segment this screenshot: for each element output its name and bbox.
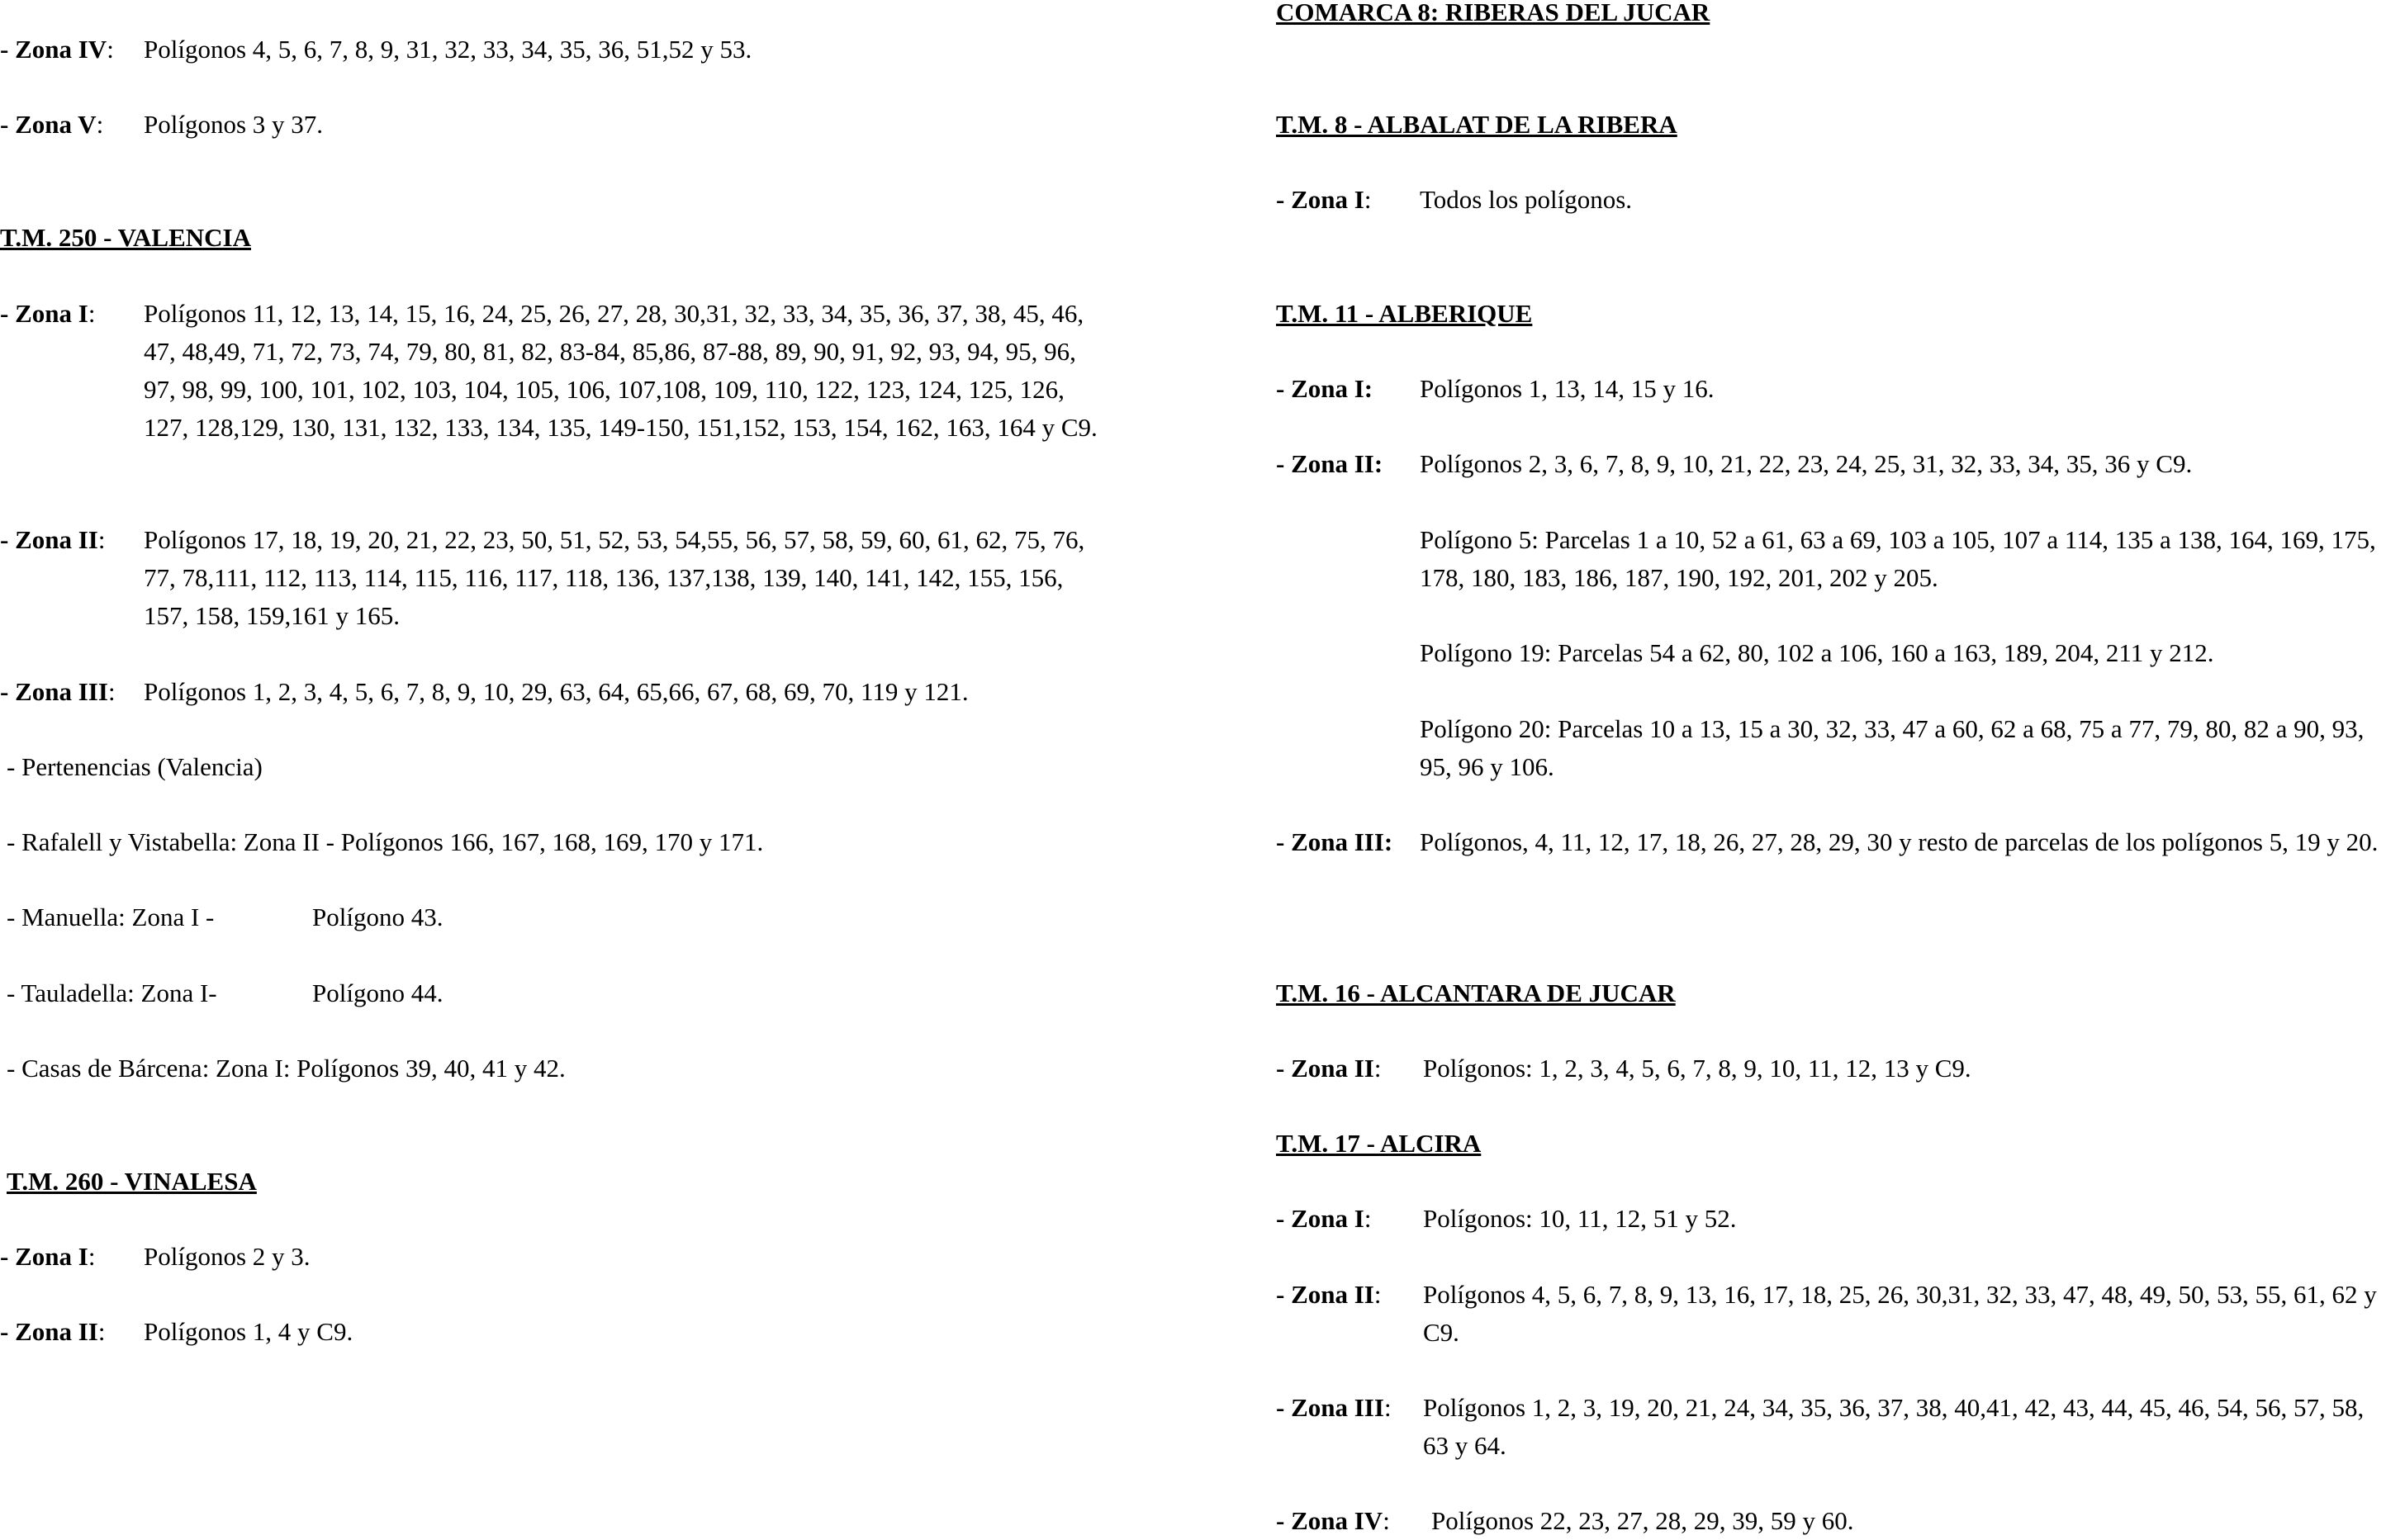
- zona-label: - Zona II:: [1276, 449, 1383, 478]
- zona-text: Polígonos 2 y 3.: [144, 1242, 311, 1271]
- rafalell-line: - Rafalell y Vistabella: Zona II - Polígonos 166, 167, 168, 169, 170 y 171.: [7, 827, 764, 856]
- alberique-zona-ii-entry: [1276, 445, 2386, 483]
- zona-label: - Zona III:: [1276, 827, 1393, 856]
- zona-label: - Zona I:: [0, 299, 96, 328]
- alcira-zona-iv-entry: [1276, 1502, 2386, 1540]
- zona-text: Polígonos 17, 18, 19, 20, 21, 22, 23, 50, 51, 52, 53, 54,55, 56, 57, 58, 59, 60, 61, 62, 75, 76, 77, 78,111, 112, 113, 114, 115, 116, 117, 118, 136, 137,138, 139, 140, 141, 142, 155, 156, 157, 158, 159,161 y 165.: [144, 525, 1085, 630]
- vinalesa-zona-ii-entry: [0, 1313, 1189, 1351]
- valencia-zona-iii-entry: [0, 673, 1189, 711]
- zona-text: Polígonos 1, 2, 3, 4, 5, 6, 7, 8, 9, 10, 29, 63, 64, 65,66, 67, 68, 69, 70, 119 y 121.: [144, 677, 969, 706]
- zona-label: - Zona IV:: [0, 35, 114, 64]
- zona-text: Polígonos: 10, 11, 12, 51 y 52.: [1423, 1204, 1737, 1233]
- pertenencias-line: - Pertenencias (Valencia): [7, 752, 263, 781]
- zona-text: Polígonos 2, 3, 6, 7, 8, 9, 10, 21, 22, 23, 24, 25, 31, 32, 33, 34, 35, 36 y C9.: [1420, 449, 2193, 478]
- zona-label: - Zona IV:: [1276, 1506, 1390, 1535]
- zona-text: Polígonos 4, 5, 6, 7, 8, 9, 31, 32, 33, 34, 35, 36, 51,52 y 53.: [144, 35, 752, 64]
- zona-text: Polígonos 1, 2, 3, 19, 20, 21, 24, 34, 35, 36, 37, 38, 40,41, 42, 43, 44, 45, 46, 54, 56, 57, 58, 63 y 64.: [1423, 1393, 2365, 1460]
- heading-alcantara: T.M. 16 - ALCANTARA DE JUCAR: [1276, 978, 1676, 1007]
- zona-iv-entry: [0, 31, 1189, 69]
- casas-line: - Casas de Bárcena: Zona I: Polígonos 39, 40, 41 y 42.: [7, 1054, 566, 1083]
- manuella-line: [7, 898, 1189, 936]
- alberique-poligono-19: Polígono 19: Parcelas 54 a 62, 80, 102 a 106, 160 a 163, 189, 204, 211 y 212.: [1420, 638, 2214, 667]
- zona-text: Polígonos 1, 13, 14, 15 y 16.: [1420, 374, 1715, 403]
- zona-v-entry: [0, 106, 1189, 144]
- manuella-label: - Manuella: Zona I -: [7, 903, 215, 931]
- zona-label: - Zona I:: [1276, 374, 1373, 403]
- zona-text: Polígonos: 1, 2, 3, 4, 5, 6, 7, 8, 9, 10, 11, 12, 13 y C9.: [1423, 1054, 1971, 1083]
- alberique-poligono-5: Polígono 5: Parcelas 1 a 10, 52 a 61, 63 a 69, 103 a 105, 107 a 114, 135 a 138, 164, 169, 175, 178, 180, 183, 186, 187, 190, 192, 201, 202 y 205.: [1420, 525, 2376, 592]
- zona-label: - Zona III:: [0, 677, 116, 706]
- alberique-zona-i-entry: [1276, 370, 2386, 408]
- zona-label: - Zona III:: [1276, 1393, 1392, 1422]
- alberique-poligono-20: Polígono 20: Parcelas 10 a 13, 15 a 30, 32, 33, 47 a 60, 62 a 68, 75 a 77, 79, 80, 82 a 90, 93, 95, 96 y 106.: [1420, 714, 2365, 781]
- zona-text: Polígonos, 4, 11, 12, 17, 18, 26, 27, 28, 29, 30 y resto de parcelas de los polígonos 5, 19 y 20.: [1420, 827, 2379, 856]
- zona-label: - Zona II:: [1276, 1280, 1382, 1309]
- tauladella-line: [7, 974, 1189, 1012]
- albalat-zona-i-entry: [1276, 181, 2386, 219]
- valencia-zona-i-entry: [0, 295, 1189, 447]
- zona-label: - Zona I:: [1276, 1204, 1372, 1233]
- zona-text: Polígonos 11, 12, 13, 14, 15, 16, 24, 25, 26, 27, 28, 30,31, 32, 33, 34, 35, 36, 37, 38, 45, 46, 47, 48,49, 71, 72, 73, 74, 79, 80, 81, 82, 83-84, 85,86, 87-88, 89, 90, 91, 92, 93, 94, 95, 96, 97, 98, 99, 100, 101, 102, 103, 104, 105, 106, 107,108, 109, 110, 122, 123, 124, 125, 126, 127, 128,129, 130, 131, 132, 133, 134, 135, 149-150, 151,152, 153, 154, 162, 163, 164 y C9.: [144, 299, 1098, 442]
- vinalesa-zona-i-entry: [0, 1238, 1189, 1276]
- alcira-zona-ii-entry: [1276, 1276, 2386, 1352]
- manuella-text: Polígono 43.: [312, 903, 444, 931]
- zona-text: Polígonos 22, 23, 27, 28, 29, 39, 59 y 60.: [1431, 1506, 1854, 1535]
- zona-label: - Zona I:: [0, 1242, 96, 1271]
- tauladella-label: - Tauladella: Zona I-: [7, 978, 217, 1007]
- zona-label: - Zona I:: [1276, 185, 1372, 214]
- heading-alcira: T.M. 17 - ALCIRA: [1276, 1129, 1482, 1158]
- zona-label: - Zona II:: [0, 525, 106, 554]
- valencia-zona-ii-entry: [0, 521, 1189, 635]
- alberique-zona-iii-entry: [1276, 823, 2386, 861]
- zona-text: Polígonos 3 y 37.: [144, 110, 324, 139]
- zona-text: Todos los polígonos.: [1420, 185, 1633, 214]
- zona-text: Polígonos 4, 5, 6, 7, 8, 9, 13, 16, 17, 18, 25, 26, 30,31, 32, 33, 47, 48, 49, 50, 53, 55, 61, 62 y C9.: [1423, 1280, 2377, 1347]
- zona-label: - Zona V:: [0, 110, 104, 139]
- heading-vinalesa: T.M. 260 - VINALESA: [7, 1167, 257, 1196]
- alcantara-zona-ii-entry: [1276, 1050, 2386, 1087]
- zona-label: - Zona II:: [0, 1317, 106, 1346]
- tauladella-text: Polígono 44.: [312, 978, 444, 1007]
- alcira-zona-i-entry: [1276, 1200, 2386, 1238]
- zona-label: - Zona II:: [1276, 1054, 1382, 1083]
- heading-alberique: T.M. 11 - ALBERIQUE: [1276, 299, 1533, 328]
- heading-albalat: T.M. 8 - ALBALAT DE LA RIBERA: [1276, 110, 1677, 139]
- zona-text: Polígonos 1, 4 y C9.: [144, 1317, 353, 1346]
- alcira-zona-iii-entry: [1276, 1389, 2386, 1465]
- heading-valencia: T.M. 250 - VALENCIA: [0, 223, 252, 252]
- comarca-heading: COMARCA 8: RIBERAS DEL JUCAR: [1276, 0, 1710, 26]
